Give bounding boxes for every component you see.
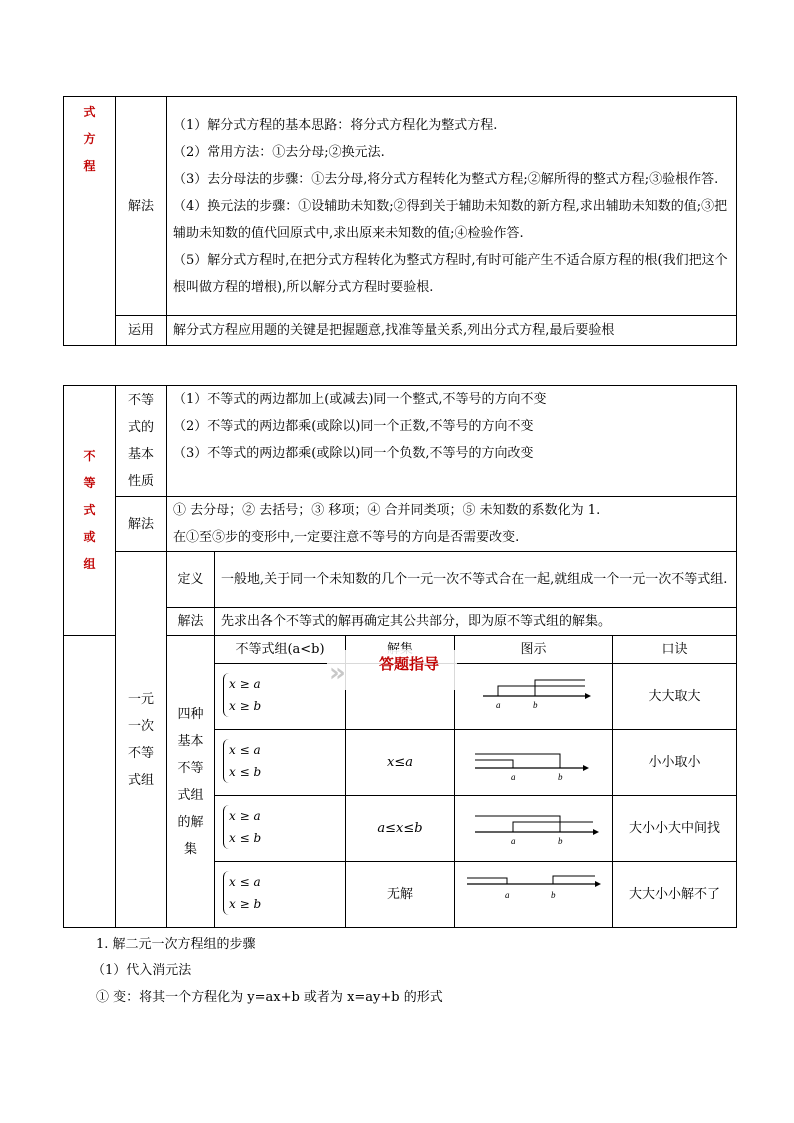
diagram-cell <box>455 796 613 862</box>
header-diagram: 图示 <box>455 636 613 664</box>
diagram-cell <box>455 862 613 928</box>
solution-cell: 无解 <box>346 862 455 928</box>
property-label: 不等 式的 基本 性质 <box>116 386 167 497</box>
sets-label: 四种 基本 不等 式组 的解 集 <box>167 636 215 928</box>
method-line: （3）去分母法的步骤：①去分母,将分式方程转化为整式方程;②解所得的整式方程;③验根作答. <box>173 171 719 187</box>
section-label-inequality: 不 等 式 或 组 <box>64 386 116 636</box>
point-b-label: b <box>551 890 556 900</box>
watermark-logo <box>327 650 457 690</box>
diagram-cell <box>455 730 613 796</box>
method-content <box>167 97 737 316</box>
definition-text: 一般地,关于同一个未知数的几个一元一次不等式合在一起,就组成一个一元一次不等式组. <box>215 552 737 608</box>
point-a-label: a <box>511 836 516 846</box>
number-line-diagram <box>455 796 611 851</box>
method-content <box>167 497 737 552</box>
property-line: （2）不等式的两边都乘(或除以)同一个正数,不等号的方向不变 <box>173 419 534 434</box>
mnemonic-cell: 大大小小解不了 <box>613 862 737 928</box>
definition-label: 定义 <box>167 552 215 608</box>
watermark-text: 答题指导 <box>379 655 440 673</box>
point-b-label: b <box>558 836 563 846</box>
inequality-system: x ≤ a x ≤ b <box>223 739 261 783</box>
footer-heading: 1. 解二元一次方程组的步骤 <box>96 937 256 952</box>
solution-cell: x≤a <box>346 730 455 796</box>
method-line: ① 去分母；② 去括号；③ 移项；④ 合并同类项；⑤ 未知数的系数化为 1. <box>173 503 601 518</box>
footer-step: ① 变：将其一个方程化为 y=ax+b 或者为 x=ay+b 的形式 <box>96 990 443 1005</box>
point-b-label: b <box>533 700 538 710</box>
property-line: （3）不等式的两边都乘(或除以)同一个负数,不等号的方向改变 <box>173 446 534 461</box>
inequality-system: x ≤ a x ≥ b <box>223 871 261 915</box>
mnemonic-cell: 小小取小 <box>613 730 737 796</box>
point-a-label: a <box>505 890 510 900</box>
property-content <box>167 386 737 497</box>
number-line-diagram <box>455 730 611 785</box>
system-cell <box>215 664 346 730</box>
inequality-system: x ≥ a x ≤ b <box>223 805 261 849</box>
header-system: 不等式组(a<b) <box>215 636 346 664</box>
apply-text: 解分式方程应用题的关键是把握题意,找准等量关系,列出分式方程,最后要验根 <box>167 316 737 346</box>
method-label: 解法 <box>116 97 167 316</box>
point-b-label: b <box>558 772 563 782</box>
method-label: 解法 <box>116 497 167 552</box>
blank-cell <box>64 636 116 928</box>
method-line: （2）常用方法：①去分母;②换元法. <box>173 144 385 160</box>
solution-cell: a≤x≤b <box>346 796 455 862</box>
method-line: 在①至⑤步的变形中,一定要注意不等号的方向是否需要改变. <box>173 530 520 545</box>
solution-label: 解法 <box>167 608 215 636</box>
method-line: （5）解分式方程时,在把分式方程转化为整式方程时,有时可能产生不适合原方程的根(我们把这个根叫做方程的增根),所以解分式方程时要验根. <box>173 252 728 295</box>
system-cell <box>215 796 346 862</box>
double-chevron-icon: » <box>329 658 346 688</box>
section-label-fraction-equation: 式 方 程 <box>64 97 116 346</box>
mnemonic-cell: 大大取大 <box>613 664 737 730</box>
number-line-diagram <box>455 664 611 719</box>
header-mnemonic: 口诀 <box>613 636 737 664</box>
fraction-equation-table <box>63 96 737 346</box>
point-a-label: a <box>511 772 516 782</box>
method-line: （1）解分式方程的基本思路：将分式方程化为整式方程. <box>173 117 498 133</box>
diagram-cell <box>455 664 613 730</box>
method-line: （4）换元法的步骤：①设辅助未知数;②得到关于辅助未知数的新方程,求出辅助未知数的值;③把辅助未知数的值代回原式中,求出原来未知数的值;④检验作答. <box>173 198 728 241</box>
footer-subheading: （1）代入消元法 <box>92 963 192 978</box>
point-a-label: a <box>496 700 501 710</box>
group-label: 一元 一次 不等 式组 <box>116 552 167 928</box>
system-cell <box>215 862 346 928</box>
apply-label: 运用 <box>116 316 167 346</box>
number-line-diagram <box>455 862 611 917</box>
solution-text: 先求出各个不等式的解再确定其公共部分，即为原不等式组的解集。 <box>215 608 737 636</box>
inequality-system: x ≥ a x ≥ b <box>223 673 261 717</box>
property-line: （1）不等式的两边都加上(或减去)同一个整式,不等号的方向不变 <box>173 392 547 407</box>
system-cell <box>215 730 346 796</box>
mnemonic-cell: 大小小大中间找 <box>613 796 737 862</box>
